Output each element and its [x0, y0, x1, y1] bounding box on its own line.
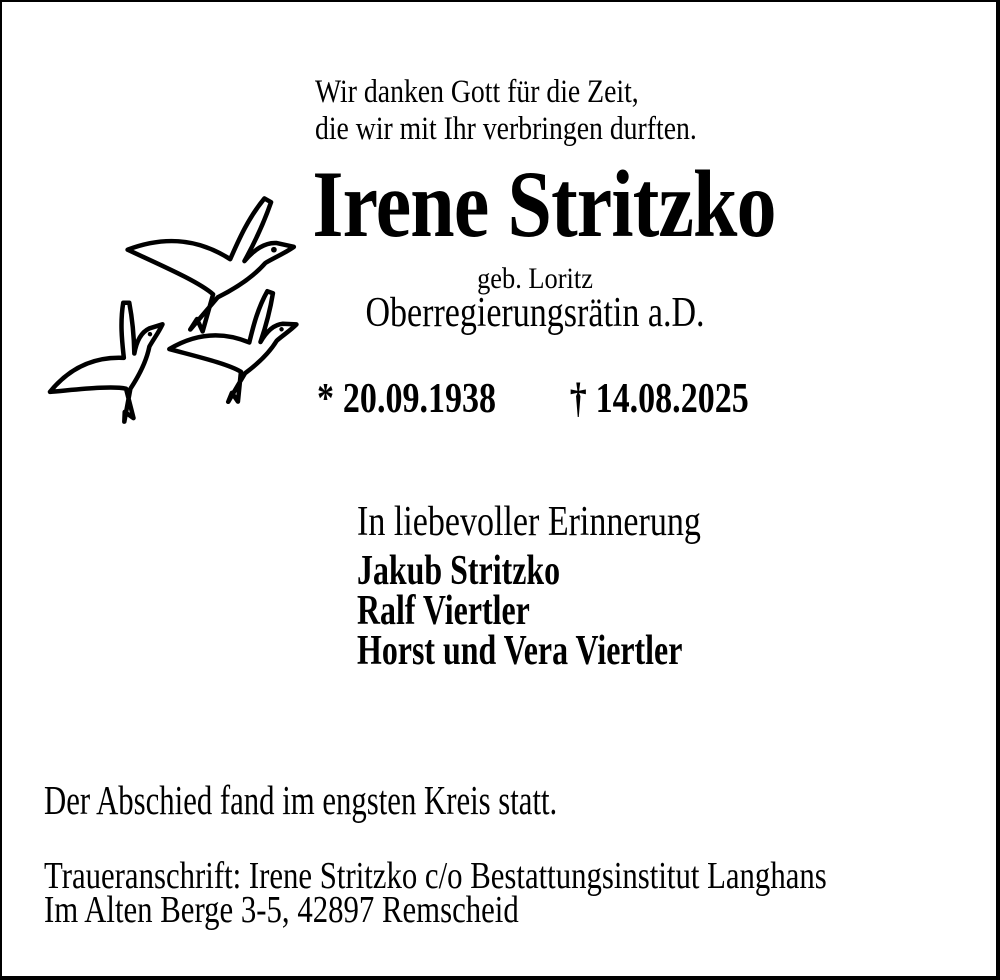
deceased-name: Irene Stritzko: [312, 151, 776, 257]
intro-verse: [315, 74, 770, 148]
life-dates: [317, 377, 850, 421]
intro-line-1: Wir danken Gott für die Zeit,: [315, 74, 639, 110]
mourner-name: Jakub Stritzko: [357, 548, 561, 594]
mourners-list: [357, 548, 785, 674]
intro-line-2: die wir mit Ihr verbringen durften.: [315, 111, 697, 147]
memorial-heading: In liebevoller Erinnerung: [357, 499, 701, 545]
seagull-icon: [162, 287, 308, 412]
death-cross-icon: †: [569, 376, 587, 422]
birth-date: 20.09.1938: [342, 376, 497, 422]
mourner-name: Ralf Viertler: [357, 588, 530, 634]
birth-date-group: [317, 377, 496, 421]
death-date: 14.08.2025: [595, 376, 749, 422]
address-line-2: Im Alten Berge 3-5, 42897 Remscheid: [44, 889, 519, 931]
death-date-group: [570, 377, 749, 421]
maiden-name: geb. Loritz: [477, 262, 593, 295]
birth-asterisk-icon: *: [317, 376, 335, 422]
farewell-note: Der Abschied fand im engsten Kreis statt.: [44, 777, 558, 823]
mourner-name: Horst und Vera Viertler: [357, 628, 683, 674]
address-line-1: Traueranschrift: Irene Stritzko c/o Bestattungsinstitut Langhans: [44, 855, 827, 897]
professional-title: Oberregierungsrätin a.D.: [365, 290, 705, 336]
seagull-icon: [37, 291, 196, 448]
mourning-address: [44, 855, 1000, 931]
